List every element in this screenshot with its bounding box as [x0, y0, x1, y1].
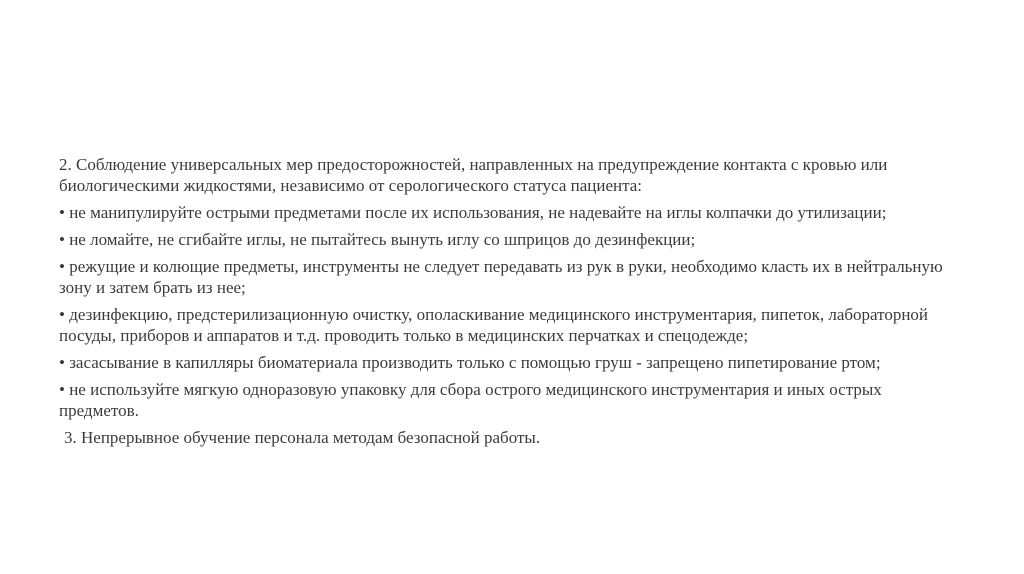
bullet-item: • не манипулируйте острыми предметами после их использования, не надевайте на иглы колпачки до утилизации; [59, 203, 887, 222]
slide-body [59, 154, 959, 454]
closing-paragraph: 3. Непрерывное обучение персонала методам безопасной работы. [64, 428, 541, 447]
bullet-item: • не ломайте, не сгибайте иглы, не пытайтесь вынуть иглу со шприцов до дезинфекции; [59, 230, 696, 249]
intro-paragraph: 2. Соблюдение универсальных мер предосторожностей, направленных на предупреждение контакта с кровью или биологическими жидкостями, независимо от серологического статуса пациента: [59, 155, 888, 195]
bullet-item: • не используйте мягкую одноразовую упаковку для сбора острого медицинского инструментария и иных острых предметов. [59, 380, 882, 420]
bullet-item: • дезинфекцию, предстерилизационную очистку, ополаскивание медицинского инструментария, пипеток, лабораторной посуды, приборов и аппаратов и т.д. проводить только в медицинских перчатках и спецодежде; [59, 305, 929, 345]
bullet-item: • засасывание в капилляры биоматериала производить только с помощью груш - запрещено пипетирование ртом; [59, 353, 881, 372]
bullet-item: • режущие и колющие предметы, инструменты не следует передавать из рук в руки, необходимо класть их в нейтральную зону и затем брать из нее; [59, 257, 943, 297]
